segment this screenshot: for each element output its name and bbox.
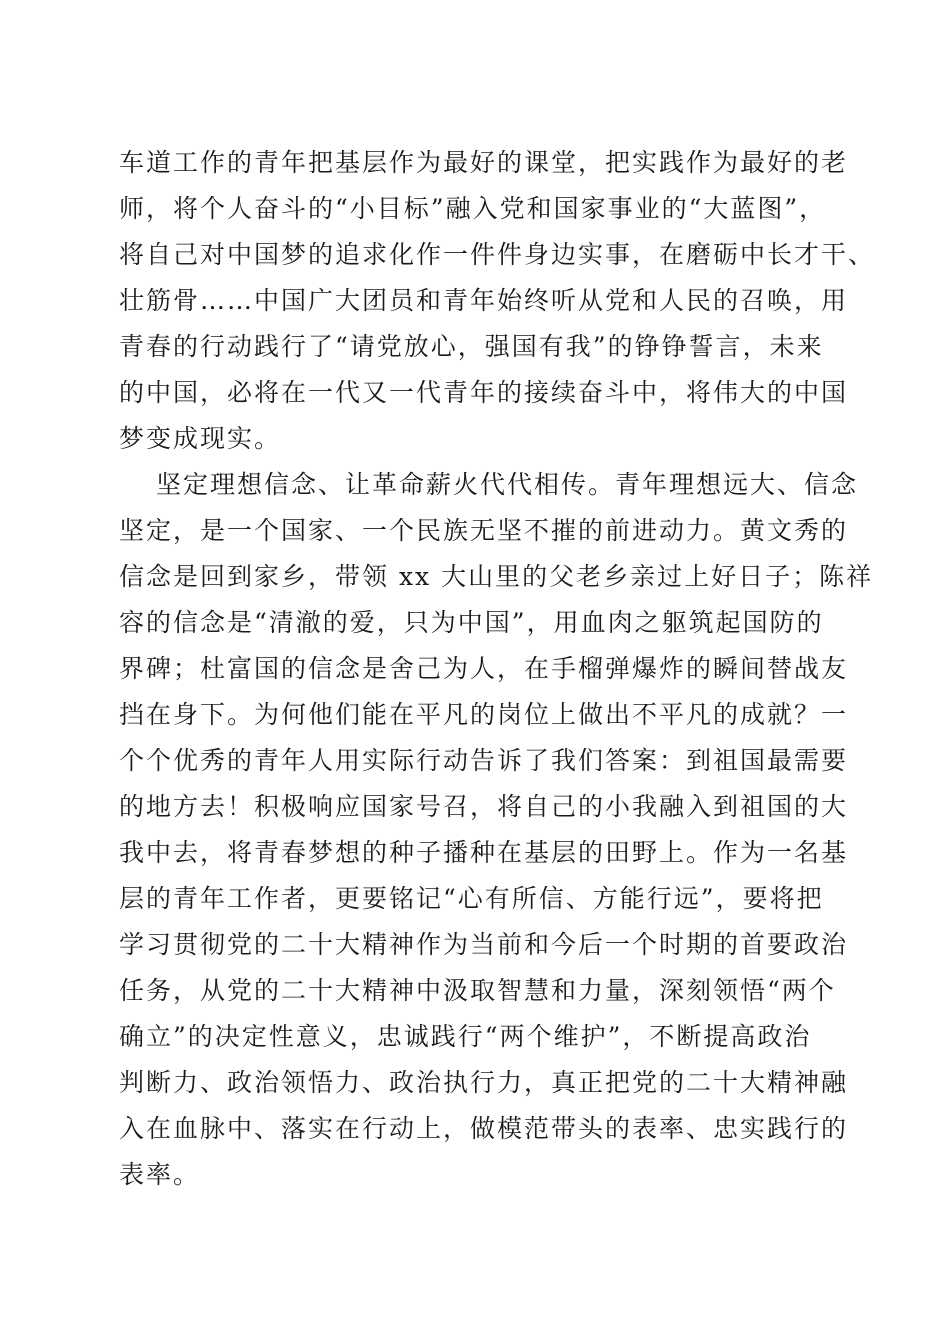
text-line: 确立”的决定性意义，忠诚践行“两个维护”，不断提高政治 xyxy=(119,1022,812,1051)
document-body xyxy=(119,140,876,1198)
text-line: 个个优秀的青年人用实际行动告诉了我们答案：到祖国最需要 xyxy=(119,746,849,775)
text-line: 层的青年工作者，更要铭记“心有所信、方能行远”，要将把 xyxy=(119,884,824,913)
text-line: 坚定理想信念、让革命薪火代代相传。青年理想远大、信念 xyxy=(156,470,859,499)
text-line: 梦变成现实。 xyxy=(119,424,282,453)
text-line: 青春的行动践行了“请党放心，强国有我”的铮铮誓言，未来 xyxy=(119,332,824,361)
paragraph-continuation xyxy=(119,140,876,462)
text-line: 学习贯彻党的二十大精神作为当前和今后一个时期的首要政治 xyxy=(119,930,849,959)
text-line: 壮筋骨……中国广大团员和青年始终听从党和人民的召唤，用 xyxy=(119,286,849,315)
text-line: 的地方去！积极响应国家号召，将自己的小我融入到祖国的大 xyxy=(119,792,849,821)
text-line: 的中国，必将在一代又一代青年的接续奋斗中，将伟大的中国 xyxy=(119,378,849,407)
text-line: 挡在身下。为何他们能在平凡的岗位上做出不平凡的成就？一 xyxy=(119,700,849,729)
paragraph-ideals-beliefs xyxy=(119,462,874,1198)
text-line: 我中去，将青春梦想的种子播种在基层的田野上。作为一名基 xyxy=(119,838,849,867)
text-line: 容的信念是“清澈的爱，只为中国”，用血肉之躯筑起国防的 xyxy=(119,608,824,637)
text-line: 车道工作的青年把基层作为最好的课堂，把实践作为最好的老 xyxy=(119,148,849,177)
text-line: 界碑；杜富国的信念是舍己为人，在手榴弹爆炸的瞬间替战友 xyxy=(119,654,849,683)
text-line: 师，将个人奋斗的“小目标”融入党和国家事业的“大蓝图”， xyxy=(119,194,827,223)
text-line: 入在血脉中、落实在行动上，做模范带头的表率、忠实践行的 xyxy=(119,1114,849,1143)
text-line: 判断力、政治领悟力、政治执行力，真正把党的二十大精神融 xyxy=(119,1068,849,1097)
text-line: 坚定，是一个国家、一个民族无坚不摧的前进动力。黄文秀的 xyxy=(119,516,849,545)
text-line: 信念是回到家乡，带领 xx 大山里的父老乡亲过上好日子；陈祥 xyxy=(119,562,874,591)
text-line: 任务，从党的二十大精神中汲取智慧和力量，深刻领悟“两个 xyxy=(119,976,836,1005)
text-line: 将自己对中国梦的追求化作一件件身边实事，在磨砺中长才干、 xyxy=(119,240,876,269)
text-line: 表率。 xyxy=(119,1160,201,1189)
